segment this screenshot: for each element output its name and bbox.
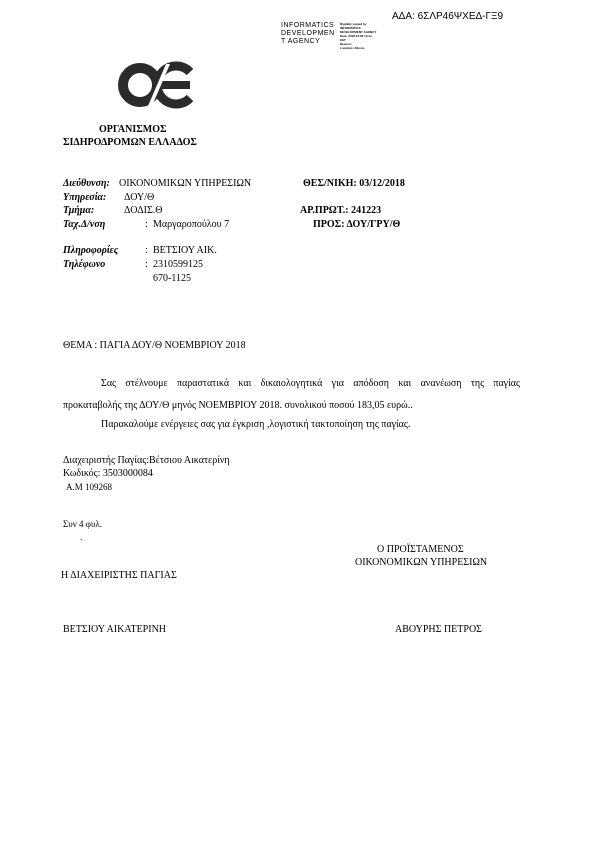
subject-line: ΘΕΜΑ : ΠΑΓΙΑ ΔΟΥ/Θ ΝΟΕΜΒΡΙΟΥ 2018	[63, 340, 246, 351]
stamp-line: DEVELOPMEN	[281, 30, 335, 37]
tmima-value: ΔΟΔΙΣ.Θ	[124, 205, 163, 216]
dot-mark: .	[80, 532, 83, 542]
manager-line1: Διαχειριστής Παγίας:Βέτσιου Αικατερίνη	[63, 455, 230, 466]
manager-line2: Κωδικός: 3503000084	[63, 468, 153, 479]
org-line2: ΣΙΔΗΡΟΔΡΟΜΩΝ ΕΛΛΑΔΟΣ	[63, 137, 197, 148]
tilefono-label: Τηλέφωνο	[63, 259, 106, 270]
plirofories-value: ΒΕΤΣΙΟΥ ΑΙΚ.	[153, 245, 217, 256]
stamp-detail: DEVELOPMENT AGENCY	[340, 30, 377, 34]
body-para1-line2: προκαταβολής της ΔΟΥ/Θ μηνός ΝΟΕΜΒΡΙΟΥ 2018. συνολικού ποσού 183,05 ευρώ..	[63, 400, 413, 411]
signature-right-title2: ΟΙΚΟΝΟΜΙΚΩΝ ΥΠΗΡΕΣΙΩΝ	[355, 557, 488, 568]
tmima-label: Τμήμα:	[63, 205, 95, 216]
tilefono-value-1: 2310599125	[153, 259, 203, 270]
ose-logo-icon	[118, 60, 194, 110]
stamp-detail: EET	[340, 38, 346, 42]
stamp-line: INFORMATICS	[281, 22, 335, 29]
org-line1: ΟΡΓΑΝΙΣΜΟΣ	[99, 124, 167, 135]
tilefono-value-2: 670-1125	[153, 273, 191, 284]
dieuthynsi-label: Διεύθυνση:	[63, 178, 110, 189]
stamp-detail: Location: Athens	[340, 46, 365, 50]
taxd-label: Ταχ.Δ/νση	[63, 219, 106, 230]
body-para2: Παρακαλούμε ενέργειες σας για έγκριση ,λογιστική τακτοποίηση της παγίας.	[101, 419, 411, 430]
stamp-detail: Digitally signed by	[340, 22, 367, 26]
ose-logo	[118, 60, 194, 110]
dieuthynsi-value: ΟΙΚΟΝΟΜΙΚΩΝ ΥΠΗΡΕΣΙΩΝ	[119, 178, 252, 189]
pros-text: ΠΡΟΣ: ΔΟΥ/ΓΡΥ/Θ	[313, 219, 401, 230]
plirofories-label: Πληροφορίες	[63, 245, 119, 256]
signature-stamp-details	[340, 22, 376, 50]
taxd-value: Μαργαροπούλου 7	[153, 219, 230, 230]
tilefono-colon: :	[145, 259, 148, 270]
ypiresia-value: ΔΟΥ/Θ	[124, 192, 155, 203]
stamp-detail: INFORMATICS	[340, 26, 361, 30]
plirofories-colon: :	[145, 245, 148, 256]
signature-right-name: ΑΒΟΥΡΗΣ ΠΕΤΡΟΣ	[395, 624, 482, 635]
ada-code: ΑΔΑ: 6ΣΛΡ46ΨΧΕΔ-ΓΞ9	[392, 11, 504, 22]
arprot-text: ΑΡ.ΠΡΩΤ.: 241223	[300, 205, 382, 216]
ypiresia-label: Υπηρεσία:	[63, 192, 107, 203]
stamp-detail: Date: 2018.12.03 14:xx	[340, 34, 372, 38]
date-text: ΘΕΣ/ΝΙΚΗ: 03/12/2018	[303, 178, 405, 189]
signature-left-name: ΒΕΤΣΙΟΥ ΑΙΚΑΤΕΡΙΝΗ	[63, 624, 167, 635]
stamp-detail: Reason:	[340, 42, 352, 46]
signature-stamp	[281, 22, 335, 46]
attachments-note: Συν 4 φυλ.	[63, 519, 103, 529]
signature-right-title1: Ο ΠΡΟΪΣΤΑΜΕΝΟΣ	[377, 544, 464, 555]
stamp-line: T AGENCY	[281, 38, 321, 45]
body-para1-line1: Σας στέλνουμε παραστατικά και δικαιολογητικά για απόδοση και ανανέωση της παγίας	[101, 378, 520, 389]
taxd-colon: :	[145, 219, 148, 230]
signature-left-title: Η ΔΙΑΧΕΙΡΙΣΤΗΣ ΠΑΓΙΑΣ	[61, 570, 177, 581]
manager-line3: Α.Μ 109268	[66, 482, 113, 492]
